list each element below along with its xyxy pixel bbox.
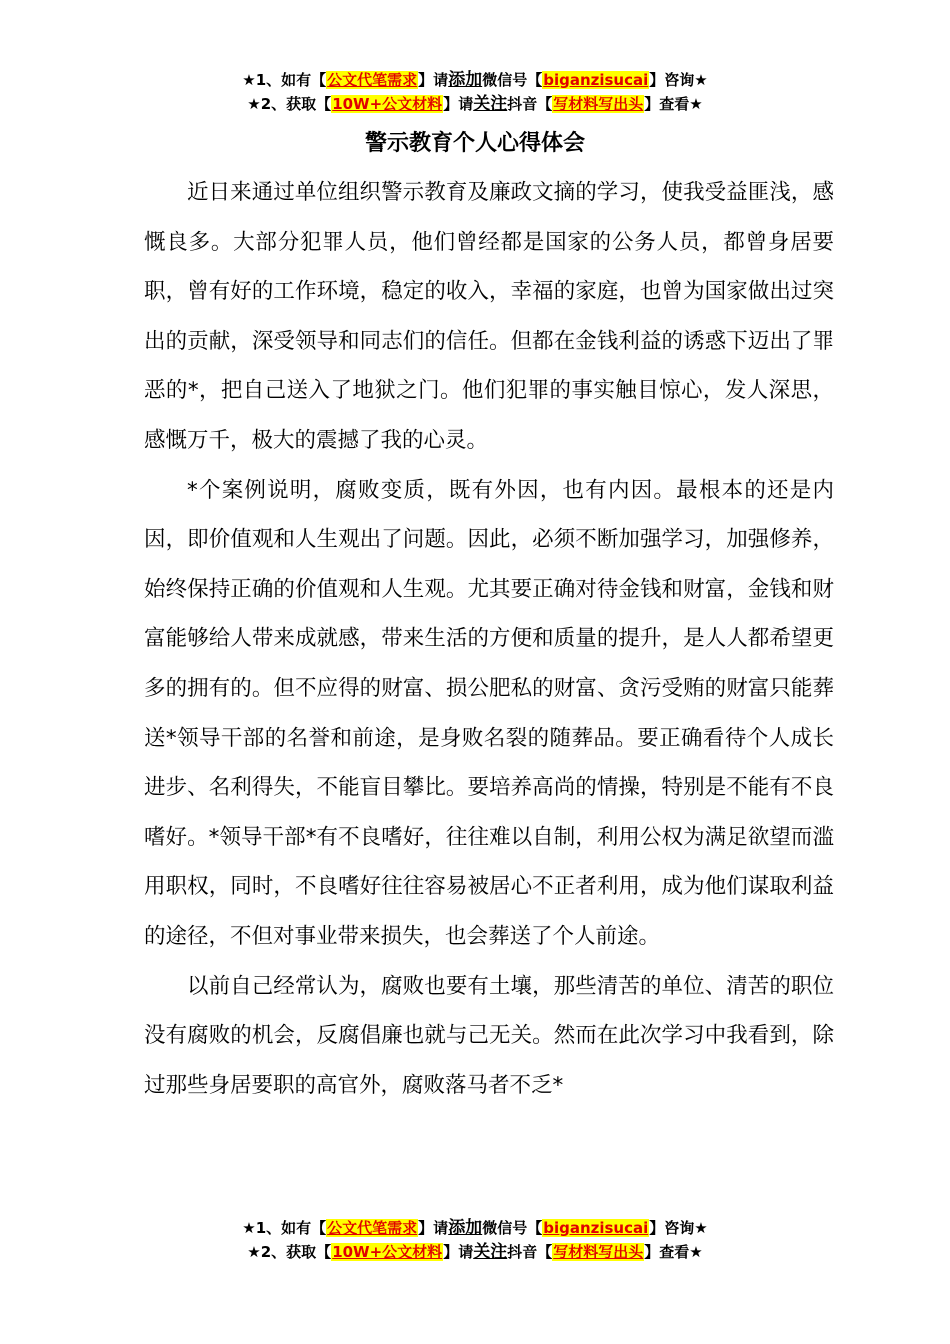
promo-text: 微信号【: [482, 71, 543, 89]
promo-highlight: 10W+公文材料: [332, 95, 443, 113]
promo-text: ★2、获取【: [247, 1243, 332, 1261]
body-paragraph: *个案例说明，腐败变质，既有外因，也有内因。最根本的还是内因，即价值观和人生观出了问题。因此，必须不断加强学习，加强修养，始终保持正确的价值观和人生观。尤其要正确对待金钱和财富，金钱和财富能够给人带来成就感，带来生活的方便和质量的提升，是人人都希望更多的拥有的。但不应得的财富、损公肥私的财富、贪污受贿的财富只能葬送*领导干部的名誉和前途，是身败名裂的随葬品。要正确看待个人成长进步、名利得失，不能盲目攀比。要培养高尚的情操，特别是不能有不良嗜好。*领导干部*有不良嗜好，往往难以自制，利用公权为满足欲望而滥用职权，同时，不良嗜好往往容易被居心不正者利用，成为他们谋取利益的途径，不但对事业带来损失，也会葬送了个人前途。: [144, 477, 834, 949]
promo-underlined: 关注: [473, 1242, 508, 1262]
promo-text: 】请: [418, 71, 449, 89]
promo-text: 】咨询★: [649, 1219, 708, 1237]
promo-line-2: [0, 1240, 950, 1264]
body-paragraph: 近日来通过单位组织警示教育及廉政文摘的学习，使我受益匪浅，感慨良多。大部分犯罪人员，他们曾经都是国家的公务人员，都曾身居要职，曾有好的工作环境，稳定的收入，幸福的家庭，也曾为国家做出过突出的贡献，深受领导和同志们的信任。但都在金钱利益的诱惑下迈出了罪恶的*，把自己送入了地狱之门。他们犯罪的事实触目惊心，发人深思，感慨万千，极大的震撼了我的心灵。: [144, 180, 834, 453]
promo-wechat-id: biganzisucai: [543, 71, 649, 89]
promo-text: 】请: [443, 1243, 474, 1261]
promo-text: 抖音【: [507, 1243, 553, 1261]
promo-douyin-id: 写材料写出头: [553, 1243, 644, 1261]
promo-text: 】请: [418, 1219, 449, 1237]
promo-wechat-id: biganzisucai: [543, 1219, 649, 1237]
promo-line-1: [0, 1216, 950, 1240]
promo-douyin-id: 写材料写出头: [553, 95, 644, 113]
promo-highlight: 10W+公文材料: [332, 1243, 443, 1261]
document-body: [144, 168, 834, 1110]
body-paragraph: 以前自己经常认为，腐败也要有土壤，那些清苦的单位、清苦的职位没有腐败的机会，反腐倡廉也就与己无关。然而在此次学习中我看到，除过那些身居要职的高官外，腐败落马者不乏*: [144, 973, 834, 1098]
promo-text: 】咨询★: [649, 71, 708, 89]
promo-text: 】查看★: [644, 1243, 703, 1261]
promo-header: [0, 68, 950, 116]
promo-text: ★1、如有【: [242, 1219, 327, 1237]
promo-text: 抖音【: [507, 95, 553, 113]
promo-text: ★2、获取【: [247, 95, 332, 113]
promo-footer: [0, 1216, 950, 1264]
promo-line-2: [0, 92, 950, 116]
promo-text: 】请: [443, 95, 474, 113]
promo-text: 微信号【: [482, 1219, 543, 1237]
document-title: 警示教育个人心得体会: [364, 131, 585, 156]
promo-underlined: 添加: [448, 70, 483, 90]
promo-highlight: 公文代笔需求: [327, 1219, 418, 1237]
promo-highlight: 公文代笔需求: [327, 71, 418, 89]
promo-underlined: 关注: [473, 94, 508, 114]
promo-text: 】查看★: [644, 95, 703, 113]
promo-line-1: [0, 68, 950, 92]
promo-underlined: 添加: [448, 1218, 483, 1238]
promo-text: ★1、如有【: [242, 71, 327, 89]
